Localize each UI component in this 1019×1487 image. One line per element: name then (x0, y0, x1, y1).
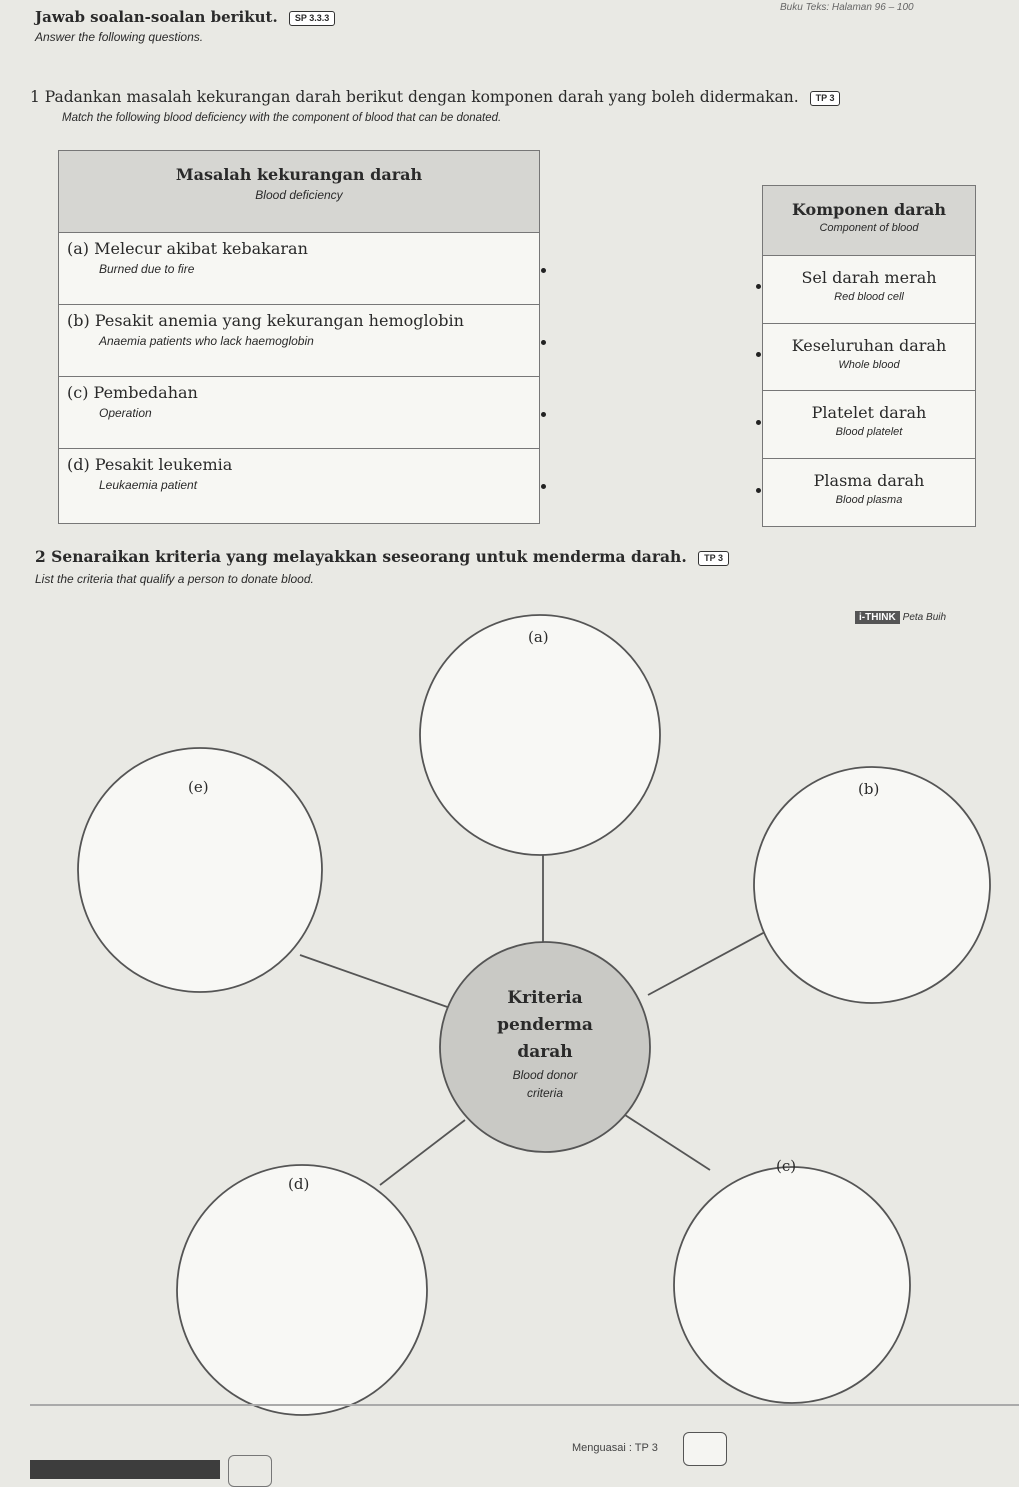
deficiency-label-ms: (c) Pembedahan (67, 383, 198, 402)
ithink-tag: i-THINK (855, 611, 900, 624)
match-dot-right-3[interactable] (756, 420, 761, 425)
deficiency-row-c (59, 377, 539, 449)
match-dot-right-1[interactable] (756, 284, 761, 289)
component-label-ms: Keseluruhan darah (791, 335, 947, 355)
blood-component-table (762, 185, 976, 527)
deficiency-header-en: Blood deficiency (255, 188, 343, 202)
connector-b (648, 925, 778, 995)
bubble-label-a: (a) (528, 628, 549, 646)
blood-deficiency-table (58, 150, 540, 524)
question-1-text (30, 88, 840, 106)
tp-badge-q1: TP 3 (810, 91, 841, 106)
match-dot-left-a[interactable] (541, 268, 546, 273)
match-dot-right-4[interactable] (756, 488, 761, 493)
tp-badge-q2: TP 3 (698, 551, 729, 566)
deficiency-label-en: Anaemia patients who lack haemoglobin (99, 334, 314, 348)
component-label-en: Red blood cell (834, 291, 904, 303)
component-label-ms: Platelet darah (811, 403, 927, 422)
match-dot-left-c[interactable] (541, 412, 546, 417)
component-header-ms: Komponen darah (791, 200, 946, 219)
center-text-en-1: Blood donor (512, 1068, 578, 1082)
question-1-ms: 1 Padankan masalah kekurangan darah berikut dengan komponen darah yang boleh didermakan. (30, 88, 799, 106)
bubble-label-b: (b) (858, 780, 880, 798)
center-bubble-text (445, 985, 645, 1102)
sp-badge: SP 3.3.3 (289, 11, 335, 26)
component-label-en: Blood plasma (835, 493, 903, 506)
bubble-d[interactable] (177, 1165, 427, 1415)
bubble-a[interactable] (420, 615, 660, 855)
deficiency-row-b (59, 305, 539, 377)
question-2-text (35, 547, 729, 566)
deficiency-row-a (59, 233, 539, 305)
bubble-map-label: Peta Buih (902, 612, 947, 623)
deficiency-label-en: Burned due to fire (99, 262, 195, 276)
component-header (763, 186, 975, 256)
deficiency-label-en: Operation (99, 406, 152, 420)
instruction-title-text: Jawab soalan-soalan berikut. (35, 8, 278, 26)
component-label-en: Whole blood (838, 358, 900, 371)
deficiency-header (59, 151, 539, 233)
deficiency-label-ms: (b) Pesakit anemia yang kekurangan hemoglobin (67, 311, 464, 330)
footer-page-tab (30, 1460, 220, 1479)
center-text-ms-1: Kriteria (507, 988, 583, 1008)
bubble-label-c: (c) (776, 1157, 797, 1175)
deficiency-label-ms: (d) Pesakit leukemia (67, 455, 233, 474)
center-text-en-2: criteria (526, 1086, 563, 1100)
footer-checkbox-left[interactable] (228, 1455, 272, 1487)
component-row-platelet (763, 391, 975, 459)
instruction-title (35, 8, 335, 26)
connector-d (380, 1120, 465, 1185)
component-label-ms: Sel darah merah (801, 268, 937, 287)
match-dot-left-b[interactable] (541, 340, 546, 345)
mastery-checkbox[interactable] (683, 1432, 727, 1466)
textbook-page-note: Buku Teks: Halaman 96 – 100 (780, 2, 914, 13)
match-dot-right-2[interactable] (756, 352, 761, 357)
deficiency-label-en: Leukaemia patient (99, 478, 198, 492)
component-label-en: Blood platelet (835, 426, 903, 438)
component-row-plasma (763, 459, 975, 527)
footer-divider (30, 1404, 1019, 1406)
question-1-translation: Match the following blood deficiency with the component of blood that can be donated. (62, 112, 502, 124)
bubble-c[interactable] (674, 1167, 910, 1403)
deficiency-header-ms: Masalah kekurangan darah (175, 165, 423, 184)
bubble-label-e: (e) (188, 778, 209, 796)
instruction-subtitle: Answer the following questions. (35, 30, 204, 44)
component-label-ms: Plasma darah (813, 470, 925, 490)
deficiency-row-d (59, 449, 539, 521)
component-header-en: Component of blood (819, 222, 919, 234)
bubble-label-d: (d) (288, 1175, 310, 1193)
deficiency-label-ms: (a) Melecur akibat kebakaran (67, 239, 308, 258)
match-dot-left-d[interactable] (541, 484, 546, 489)
center-text-ms-3: darah (517, 1042, 573, 1062)
connector-c (625, 1115, 710, 1170)
question-2-ms: 2 Senaraikan kriteria yang melayakkan seseorang untuk menderma darah. (35, 547, 687, 566)
component-row-red-blood-cell (763, 256, 975, 324)
mastery-label: Menguasai : TP 3 (572, 1442, 658, 1454)
question-2-translation: List the criteria that qualify a person to donate blood. (35, 572, 314, 586)
center-text-ms-2: penderma (497, 1015, 593, 1035)
component-row-whole-blood (763, 324, 975, 392)
bubble-b[interactable] (754, 767, 990, 1003)
